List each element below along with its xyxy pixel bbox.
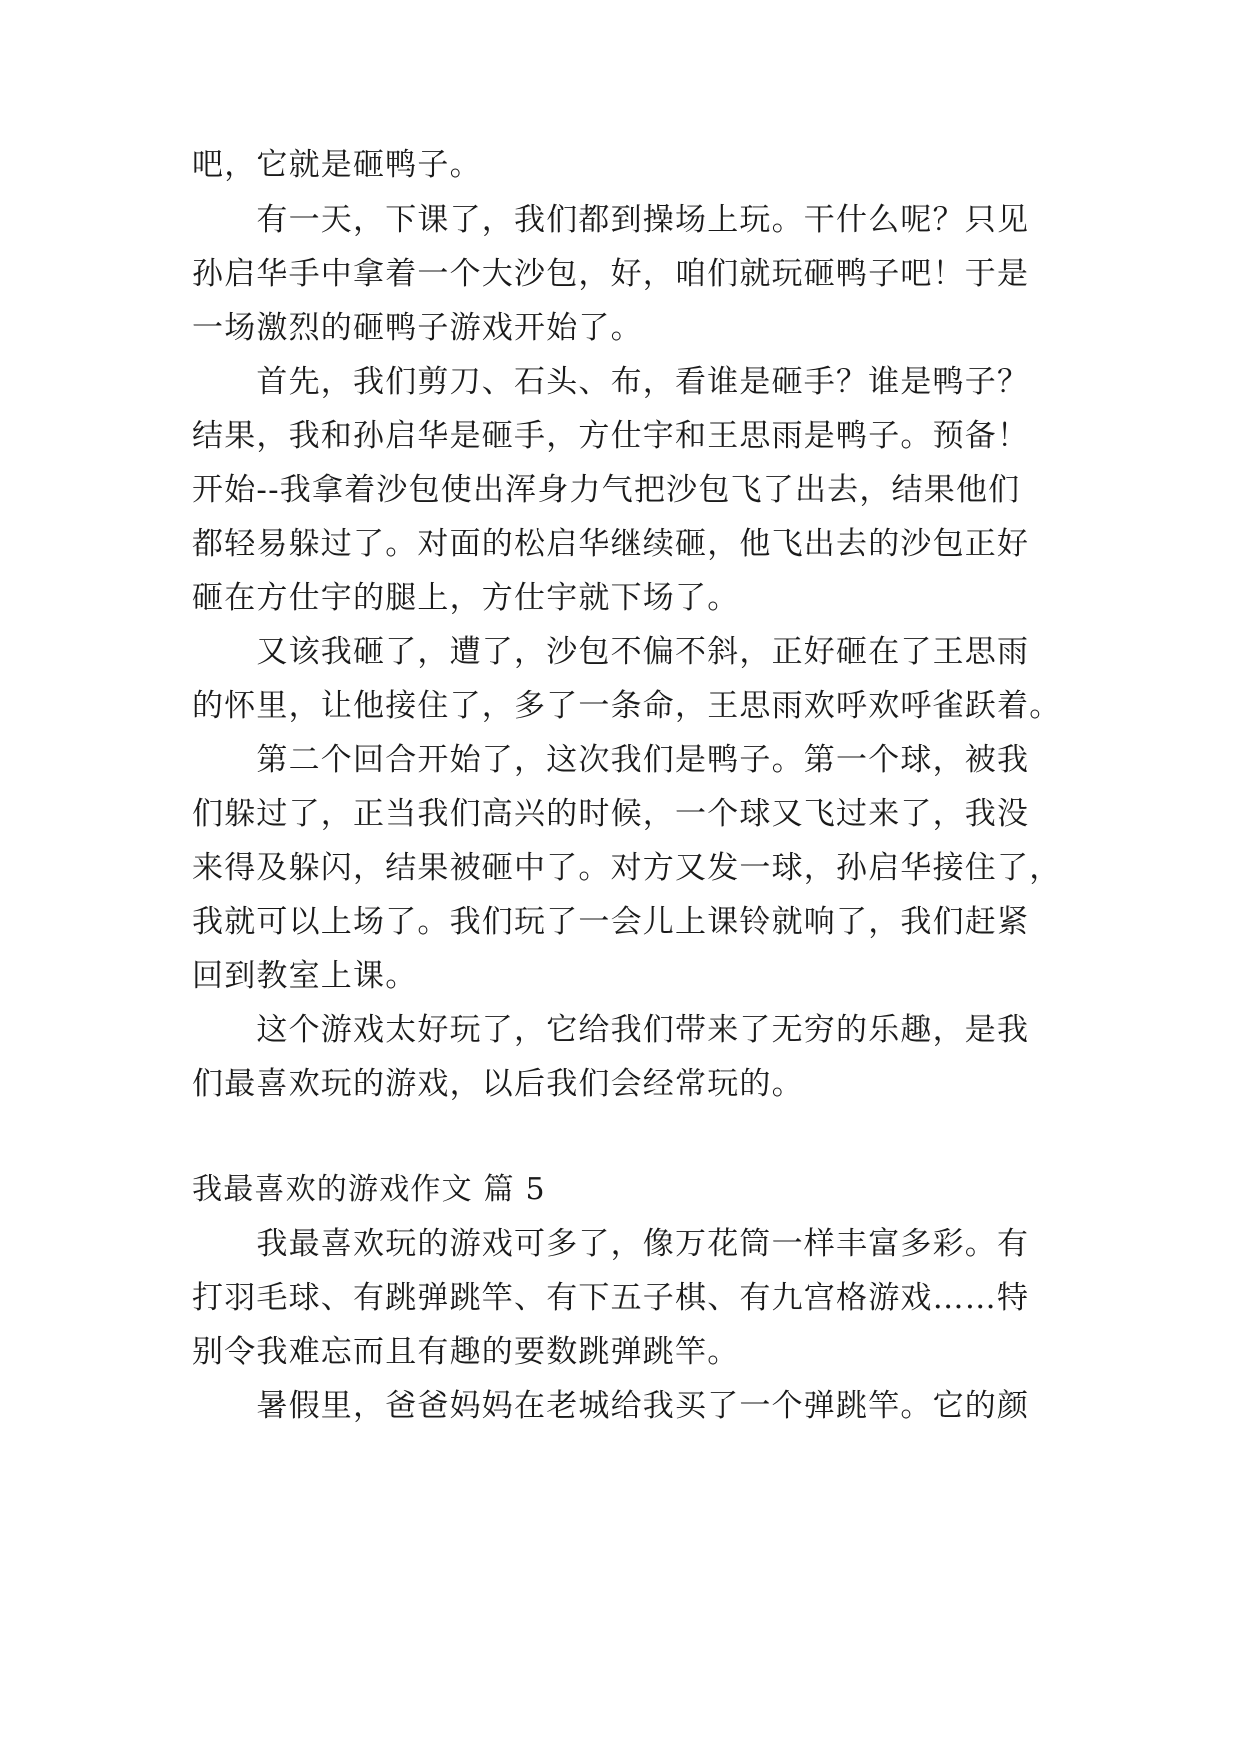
text-line: 结果，我和孙启华是砸手，方仕宇和王思雨是鸭子。预备！	[192, 418, 1030, 454]
text-line: 都轻易躲过了。对面的松启华继续砸，他飞出去的沙包正好	[192, 526, 1030, 562]
text-line: 第二个回合开始了，这次我们是鸭子。第一个球，被我	[192, 742, 1030, 778]
text-line: 打羽毛球、有跳弹跳竿、有下五子棋、有九宫格游戏……特	[192, 1280, 1030, 1316]
text-line: 一场激烈的砸鸭子游戏开始了。	[192, 310, 643, 346]
text-line: 们最喜欢玩的游戏，以后我们会经常玩的。	[192, 1066, 804, 1102]
text-line: 首先，我们剪刀、石头、布，看谁是砸手？谁是鸭子？	[192, 364, 1030, 400]
text-line: 有一天，下课了，我们都到操场上玩。干什么呢？只见	[192, 202, 1030, 238]
text-line: 又该我砸了，遭了，沙包不偏不斜，正好砸在了王思雨	[192, 634, 1030, 670]
text-line: 开始--我拿着沙包使出浑身力气把沙包飞了出去，结果他们	[192, 472, 1021, 508]
text-line: 这个游戏太好玩了，它给我们带来了无穷的乐趣，是我	[192, 1012, 1030, 1048]
text-line: 来得及躲闪，结果被砸中了。对方又发一球，孙启华接住了，	[192, 850, 1062, 886]
text-line: 别令我难忘而且有趣的要数跳弹跳竿。	[192, 1334, 740, 1370]
text-line: 回到教室上课。	[192, 958, 418, 994]
text-line: 砸在方仕宇的腿上，方仕宇就下场了。	[192, 580, 740, 616]
text-line: 暑假里，爸爸妈妈在老城给我买了一个弹跳竿。它的颜	[192, 1388, 1030, 1424]
text-line: 吧，它就是砸鸭子。	[192, 147, 482, 183]
text-line: 孙启华手中拿着一个大沙包，好，咱们就玩砸鸭子吧！于是	[192, 256, 1030, 292]
section-title: 我最喜欢的游戏作文 篇 5	[192, 1172, 546, 1207]
text-line: 我就可以上场了。我们玩了一会儿上课铃就响了，我们赶紧	[192, 904, 1030, 940]
text-line: 的怀里，让他接住了，多了一条命，王思雨欢呼欢呼雀跃着。	[192, 688, 1062, 724]
text-line: 们躲过了，正当我们高兴的时候，一个球又飞过来了，我没	[192, 796, 1030, 832]
text-line: 我最喜欢玩的游戏可多了，像万花筒一样丰富多彩。有	[192, 1226, 1030, 1262]
